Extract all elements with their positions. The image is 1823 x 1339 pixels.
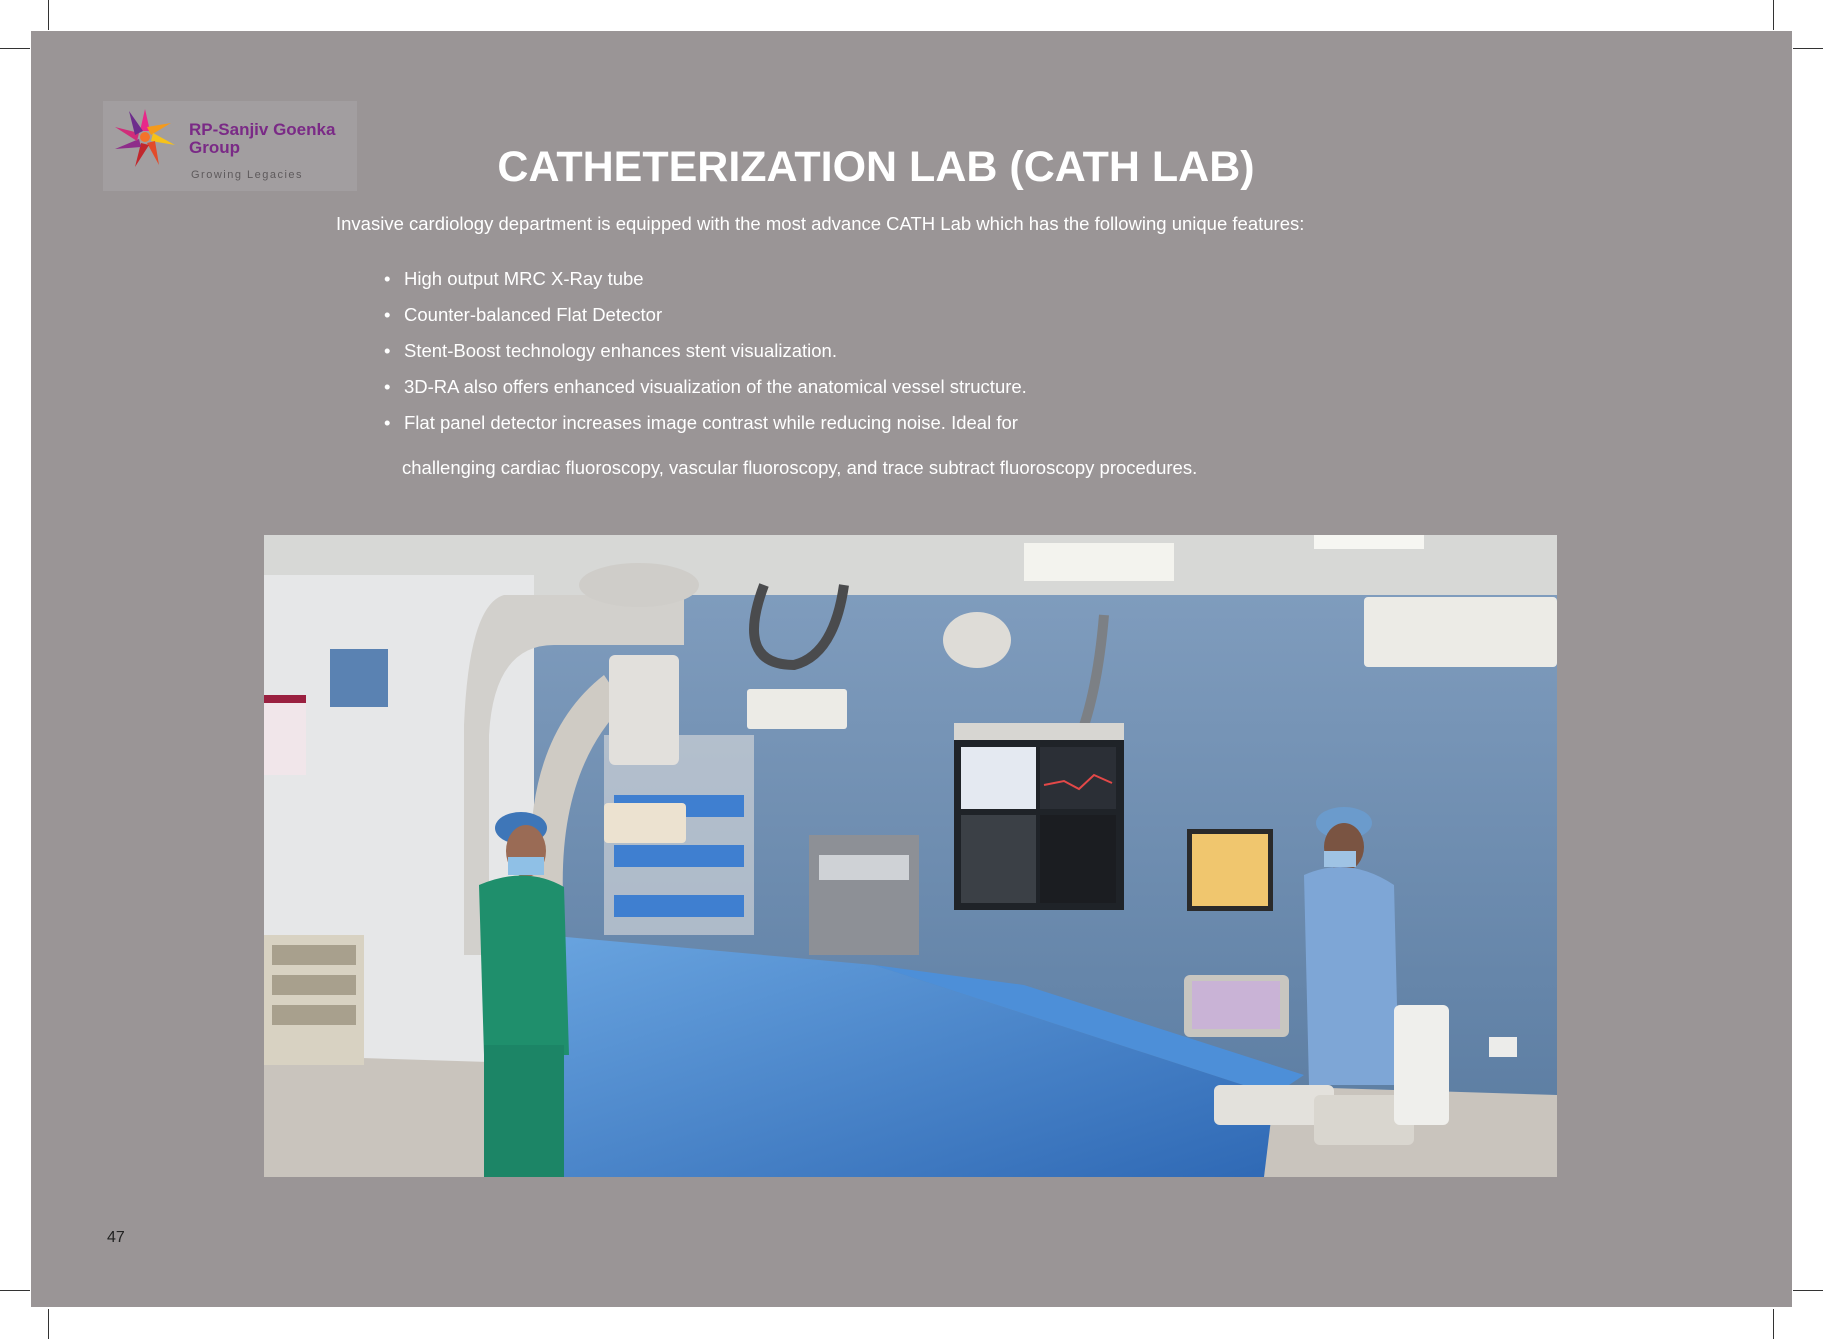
crop-mark bbox=[48, 0, 49, 30]
feature-item: • Counter-balanced Flat Detector bbox=[384, 303, 1027, 339]
feature-item-continuation: challenging cardiac fluoroscopy, vascular fluoroscopy, and trace subtract fluoroscopy procedures. bbox=[402, 457, 1198, 478]
crop-mark bbox=[48, 1309, 49, 1339]
page-number: 47 bbox=[107, 1229, 125, 1246]
logo-company-name: RP-Sanjiv Goenka Group bbox=[189, 120, 336, 157]
crop-mark bbox=[1773, 1309, 1774, 1339]
feature-item: • Flat panel detector increases image contrast while reducing noise. Ideal for bbox=[384, 411, 1027, 447]
intro-paragraph: Invasive cardiology department is equipped with the most advance CATH Lab which has the following unique features: bbox=[336, 213, 1305, 234]
feature-item: • Stent-Boost technology enhances stent visualization. bbox=[384, 339, 1027, 375]
page-title: CATHETERIZATION LAB (CATH LAB) bbox=[497, 143, 1255, 191]
feature-list bbox=[384, 267, 1027, 447]
cath-lab-photo bbox=[264, 535, 1557, 1177]
logo-tagline: Growing Legacies bbox=[191, 169, 304, 181]
crop-mark bbox=[0, 48, 30, 49]
crop-mark bbox=[0, 1290, 30, 1291]
feature-item: • 3D-RA also offers enhanced visualization of the anatomical vessel structure. bbox=[384, 375, 1027, 411]
cath-lab-illustration bbox=[264, 535, 1557, 1177]
crop-mark bbox=[1773, 0, 1774, 30]
brochure-page bbox=[31, 31, 1792, 1307]
crop-mark bbox=[1793, 48, 1823, 49]
feature-item: • High output MRC X-Ray tube bbox=[384, 267, 1027, 303]
crop-mark bbox=[1793, 1290, 1823, 1291]
